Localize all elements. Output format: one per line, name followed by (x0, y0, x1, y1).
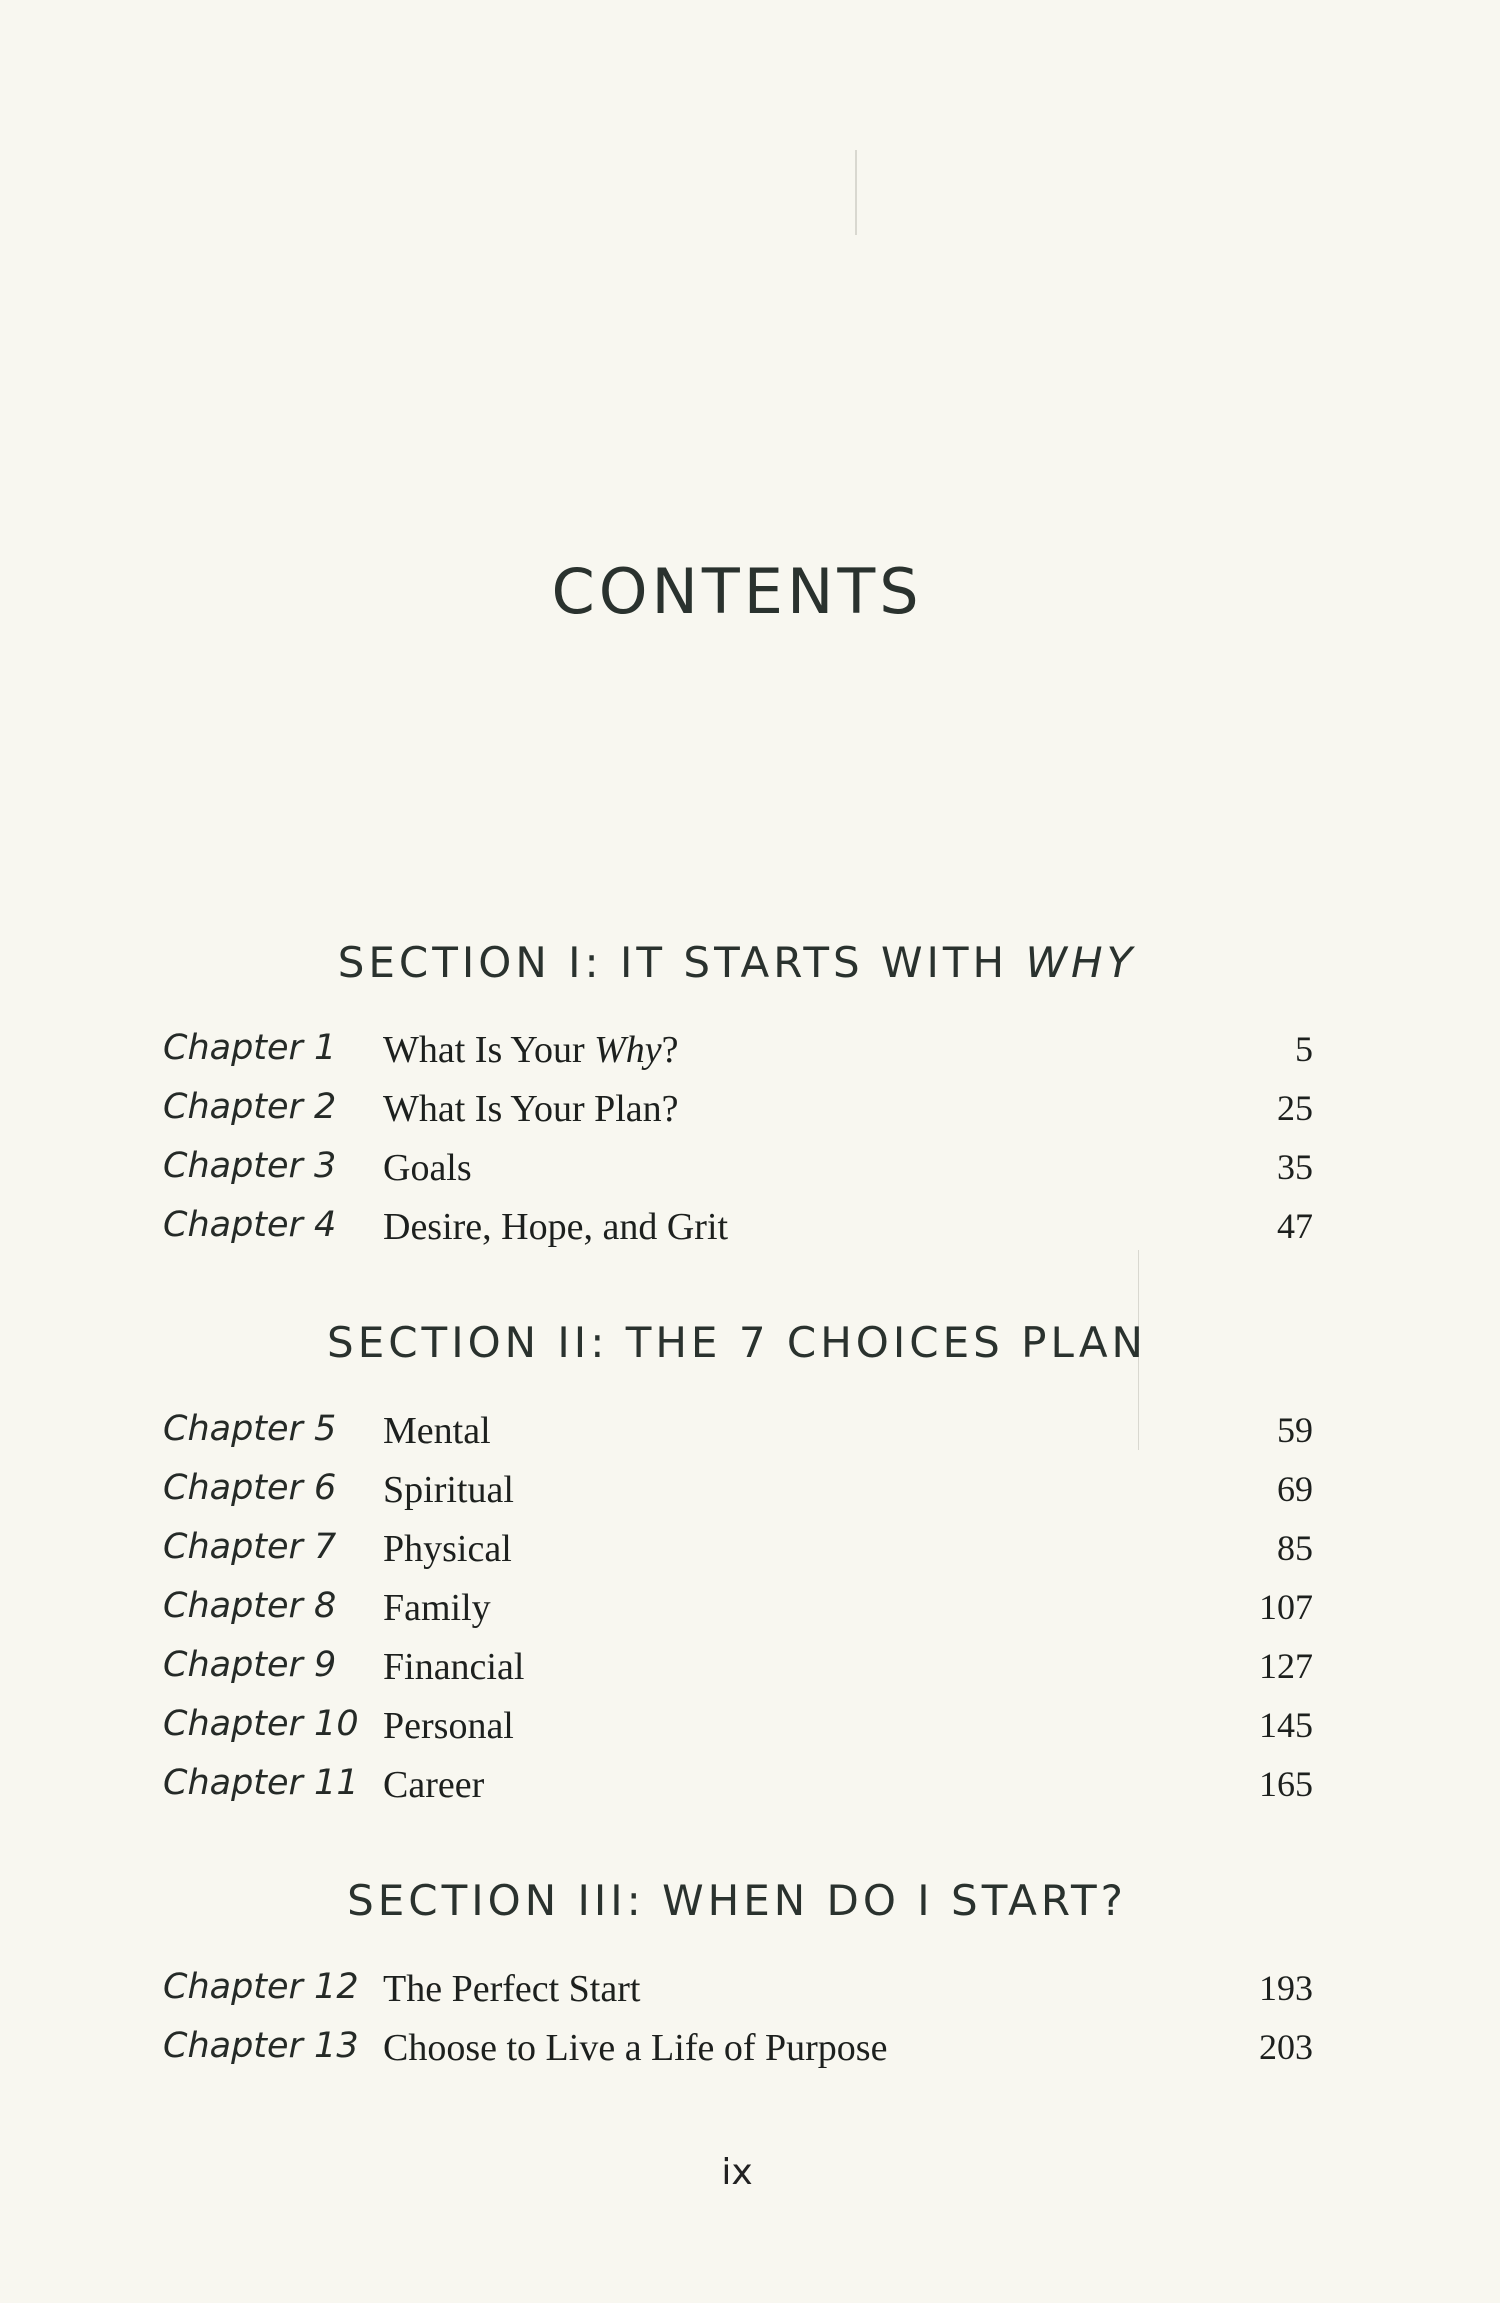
chapter-title: Spiritual (383, 1469, 514, 1511)
page-number: 5 (1295, 1029, 1313, 1069)
chapter-label: Chapter 13 (163, 2026, 359, 2066)
chapter-title-emphasis: Why (594, 1029, 662, 1071)
page-number: 193 (1259, 1968, 1313, 2008)
page-number: 69 (1277, 1469, 1313, 1509)
toc-row-chapter-6[interactable] (163, 1468, 1313, 1526)
chapter-title: Goals (383, 1147, 472, 1189)
chapter-label: Chapter 11 (163, 1763, 359, 1803)
chapter-title-text: What Is Your (383, 1029, 595, 1071)
chapter-title: Desire, Hope, and Grit (383, 1206, 729, 1248)
page-number: 35 (1277, 1147, 1313, 1187)
toc-row-chapter-10[interactable] (163, 1704, 1313, 1762)
chapter-title: The Perfect Start (383, 1968, 641, 2010)
page-number: 145 (1259, 1705, 1313, 1745)
chapter-label: Chapter 6 (163, 1468, 337, 1508)
chapter-title (383, 1028, 679, 1072)
chapter-title: Choose to Live a Life of Purpose (383, 2027, 888, 2069)
toc-row-chapter-11[interactable] (163, 1763, 1313, 1821)
section-heading-emphasis: WHY (1025, 938, 1137, 987)
chapter-label: Chapter 4 (163, 1205, 337, 1245)
chapter-label: Chapter 7 (163, 1527, 337, 1567)
toc-row-chapter-2[interactable] (163, 1087, 1313, 1145)
toc-row-chapter-13[interactable] (163, 2026, 1313, 2084)
page-title: CONTENTS (551, 555, 923, 628)
toc-row-chapter-1[interactable] (163, 1028, 1313, 1086)
page-number: 203 (1259, 2027, 1313, 2067)
chapter-title: Physical (383, 1528, 512, 1570)
chapter-title: Career (383, 1764, 485, 1806)
chapter-label: Chapter 2 (163, 1087, 337, 1127)
section-heading-2: SECTION II: THE 7 CHOICES PLAN (327, 1318, 1147, 1367)
section-heading-1 (0, 938, 1474, 987)
chapter-label: Chapter 5 (163, 1409, 337, 1449)
chapter-label: Chapter 9 (163, 1645, 337, 1685)
page-number: 127 (1259, 1646, 1313, 1686)
page-number: 25 (1277, 1088, 1313, 1128)
chapter-label: Chapter 8 (163, 1586, 337, 1626)
section-heading-3: SECTION III: WHEN DO I START? (347, 1876, 1127, 1925)
chapter-title-suffix: ? (661, 1029, 679, 1071)
chapter-label: Chapter 12 (163, 1967, 359, 2007)
chapter-title: What Is Your Plan? (383, 1088, 679, 1130)
section-heading-text: SECTION I: IT STARTS WITH (337, 938, 1026, 987)
page-number: 85 (1277, 1528, 1313, 1568)
toc-row-chapter-3[interactable] (163, 1146, 1313, 1204)
chapter-title: Family (383, 1587, 491, 1629)
chapter-title: Financial (383, 1646, 525, 1688)
page-number: 59 (1277, 1410, 1313, 1450)
toc-row-chapter-5[interactable] (163, 1409, 1313, 1467)
toc-row-chapter-8[interactable] (163, 1586, 1313, 1644)
chapter-label: Chapter 10 (163, 1704, 359, 1744)
page-number: 165 (1259, 1764, 1313, 1804)
page-folio: ix (721, 2152, 753, 2193)
page-number: 107 (1259, 1587, 1313, 1627)
chapter-label: Chapter 3 (163, 1146, 337, 1186)
chapter-label: Chapter 1 (163, 1028, 337, 1068)
chapter-title: Mental (383, 1410, 491, 1452)
toc-row-chapter-12[interactable] (163, 1967, 1313, 2025)
toc-row-chapter-4[interactable] (163, 1205, 1313, 1263)
page-number: 47 (1277, 1206, 1313, 1246)
scan-mark (855, 150, 857, 235)
toc-row-chapter-9[interactable] (163, 1645, 1313, 1703)
toc-row-chapter-7[interactable] (163, 1527, 1313, 1585)
chapter-title: Personal (383, 1705, 514, 1747)
